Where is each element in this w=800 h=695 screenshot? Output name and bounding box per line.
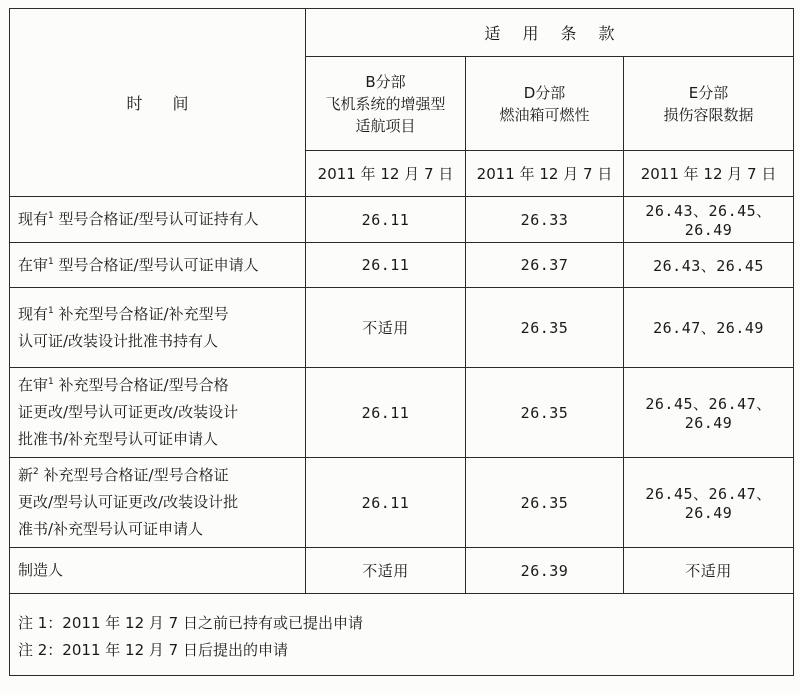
notes-row	[10, 594, 794, 676]
row-label: 现有$^1$ 补充型号合格证/补充型号 认可证/改装设计批准书持有人	[10, 288, 306, 368]
cell-subpart-d: 26.35	[466, 368, 624, 458]
table-row	[10, 288, 794, 368]
cell-subpart-d: 26.33	[466, 197, 624, 243]
cell-subpart-b: 26.11	[306, 458, 466, 548]
note-1: 注 1：2011 年 12 月 7 日之前已持有或已提出申请	[18, 614, 363, 632]
table-row	[10, 458, 794, 548]
note-2: 注 2：2011 年 12 月 7 日后提出的申请	[18, 641, 288, 659]
notes-cell	[10, 594, 794, 676]
row-label: 现有$^1$ 型号合格证/型号认可证持有人	[10, 197, 306, 243]
cell-subpart-e: 26.45、26.47、26.49	[624, 458, 794, 548]
date-d: 2011 年 12 月 7 日	[466, 151, 624, 197]
cell-subpart-b: 不适用	[306, 548, 466, 594]
cell-subpart-b: 26.11	[306, 197, 466, 243]
cell-subpart-d: 26.37	[466, 243, 624, 288]
date-b: 2011 年 12 月 7 日	[306, 151, 466, 197]
cell-subpart-d: 26.39	[466, 548, 624, 594]
header-time: 时间	[10, 9, 306, 197]
cell-subpart-d: 26.35	[466, 288, 624, 368]
subpart-b-name: B分部	[365, 72, 406, 91]
cell-subpart-b: 26.11	[306, 368, 466, 458]
date-e: 2011 年 12 月 7 日	[624, 151, 794, 197]
cell-subpart-e: 26.47、26.49	[624, 288, 794, 368]
table-row	[10, 368, 794, 458]
cell-subpart-e: 26.45、26.47、26.49	[624, 368, 794, 458]
cell-subpart-b: 不适用	[306, 288, 466, 368]
cell-subpart-e: 不适用	[624, 548, 794, 594]
subpart-d-desc-line1: 燃油箱可燃性	[499, 105, 590, 124]
subpart-e-desc-line1: 损伤容限数据	[663, 105, 754, 124]
subpart-e-name: E分部	[688, 83, 729, 102]
cell-subpart-e: 26.43、26.45	[624, 243, 794, 288]
table-row	[10, 548, 794, 594]
subpart-e-header	[624, 57, 794, 151]
row-label: 制造人	[10, 548, 306, 594]
cell-subpart-b: 26.11	[306, 243, 466, 288]
header-applicable-clauses: 适用条款	[306, 9, 794, 57]
row-label: 在审$^1$ 型号合格证/型号认可证申请人	[10, 243, 306, 288]
cell-subpart-e: 26.43、26.45、26.49	[624, 197, 794, 243]
cell-subpart-d: 26.35	[466, 458, 624, 548]
table-row	[10, 197, 794, 243]
subpart-b-desc-line1: 飞机系统的增强型	[325, 94, 446, 113]
table-row	[10, 243, 794, 288]
subpart-d-name: D分部	[523, 83, 566, 102]
row-label: 新$^2$ 补充型号合格证/型号合格证 更改/型号认可证更改/改装设计批 准书/补充型号认可证申请人	[10, 458, 306, 548]
subpart-b-desc-line2: 适航项目	[355, 116, 416, 135]
row-label: 在审$^1$ 补充型号合格证/型号合格 证更改/型号认可证更改/改装设计 批准书/补充型号认可证申请人	[10, 368, 306, 458]
subpart-b-header	[306, 57, 466, 151]
applicability-table	[9, 8, 794, 676]
subpart-d-header	[466, 57, 624, 151]
